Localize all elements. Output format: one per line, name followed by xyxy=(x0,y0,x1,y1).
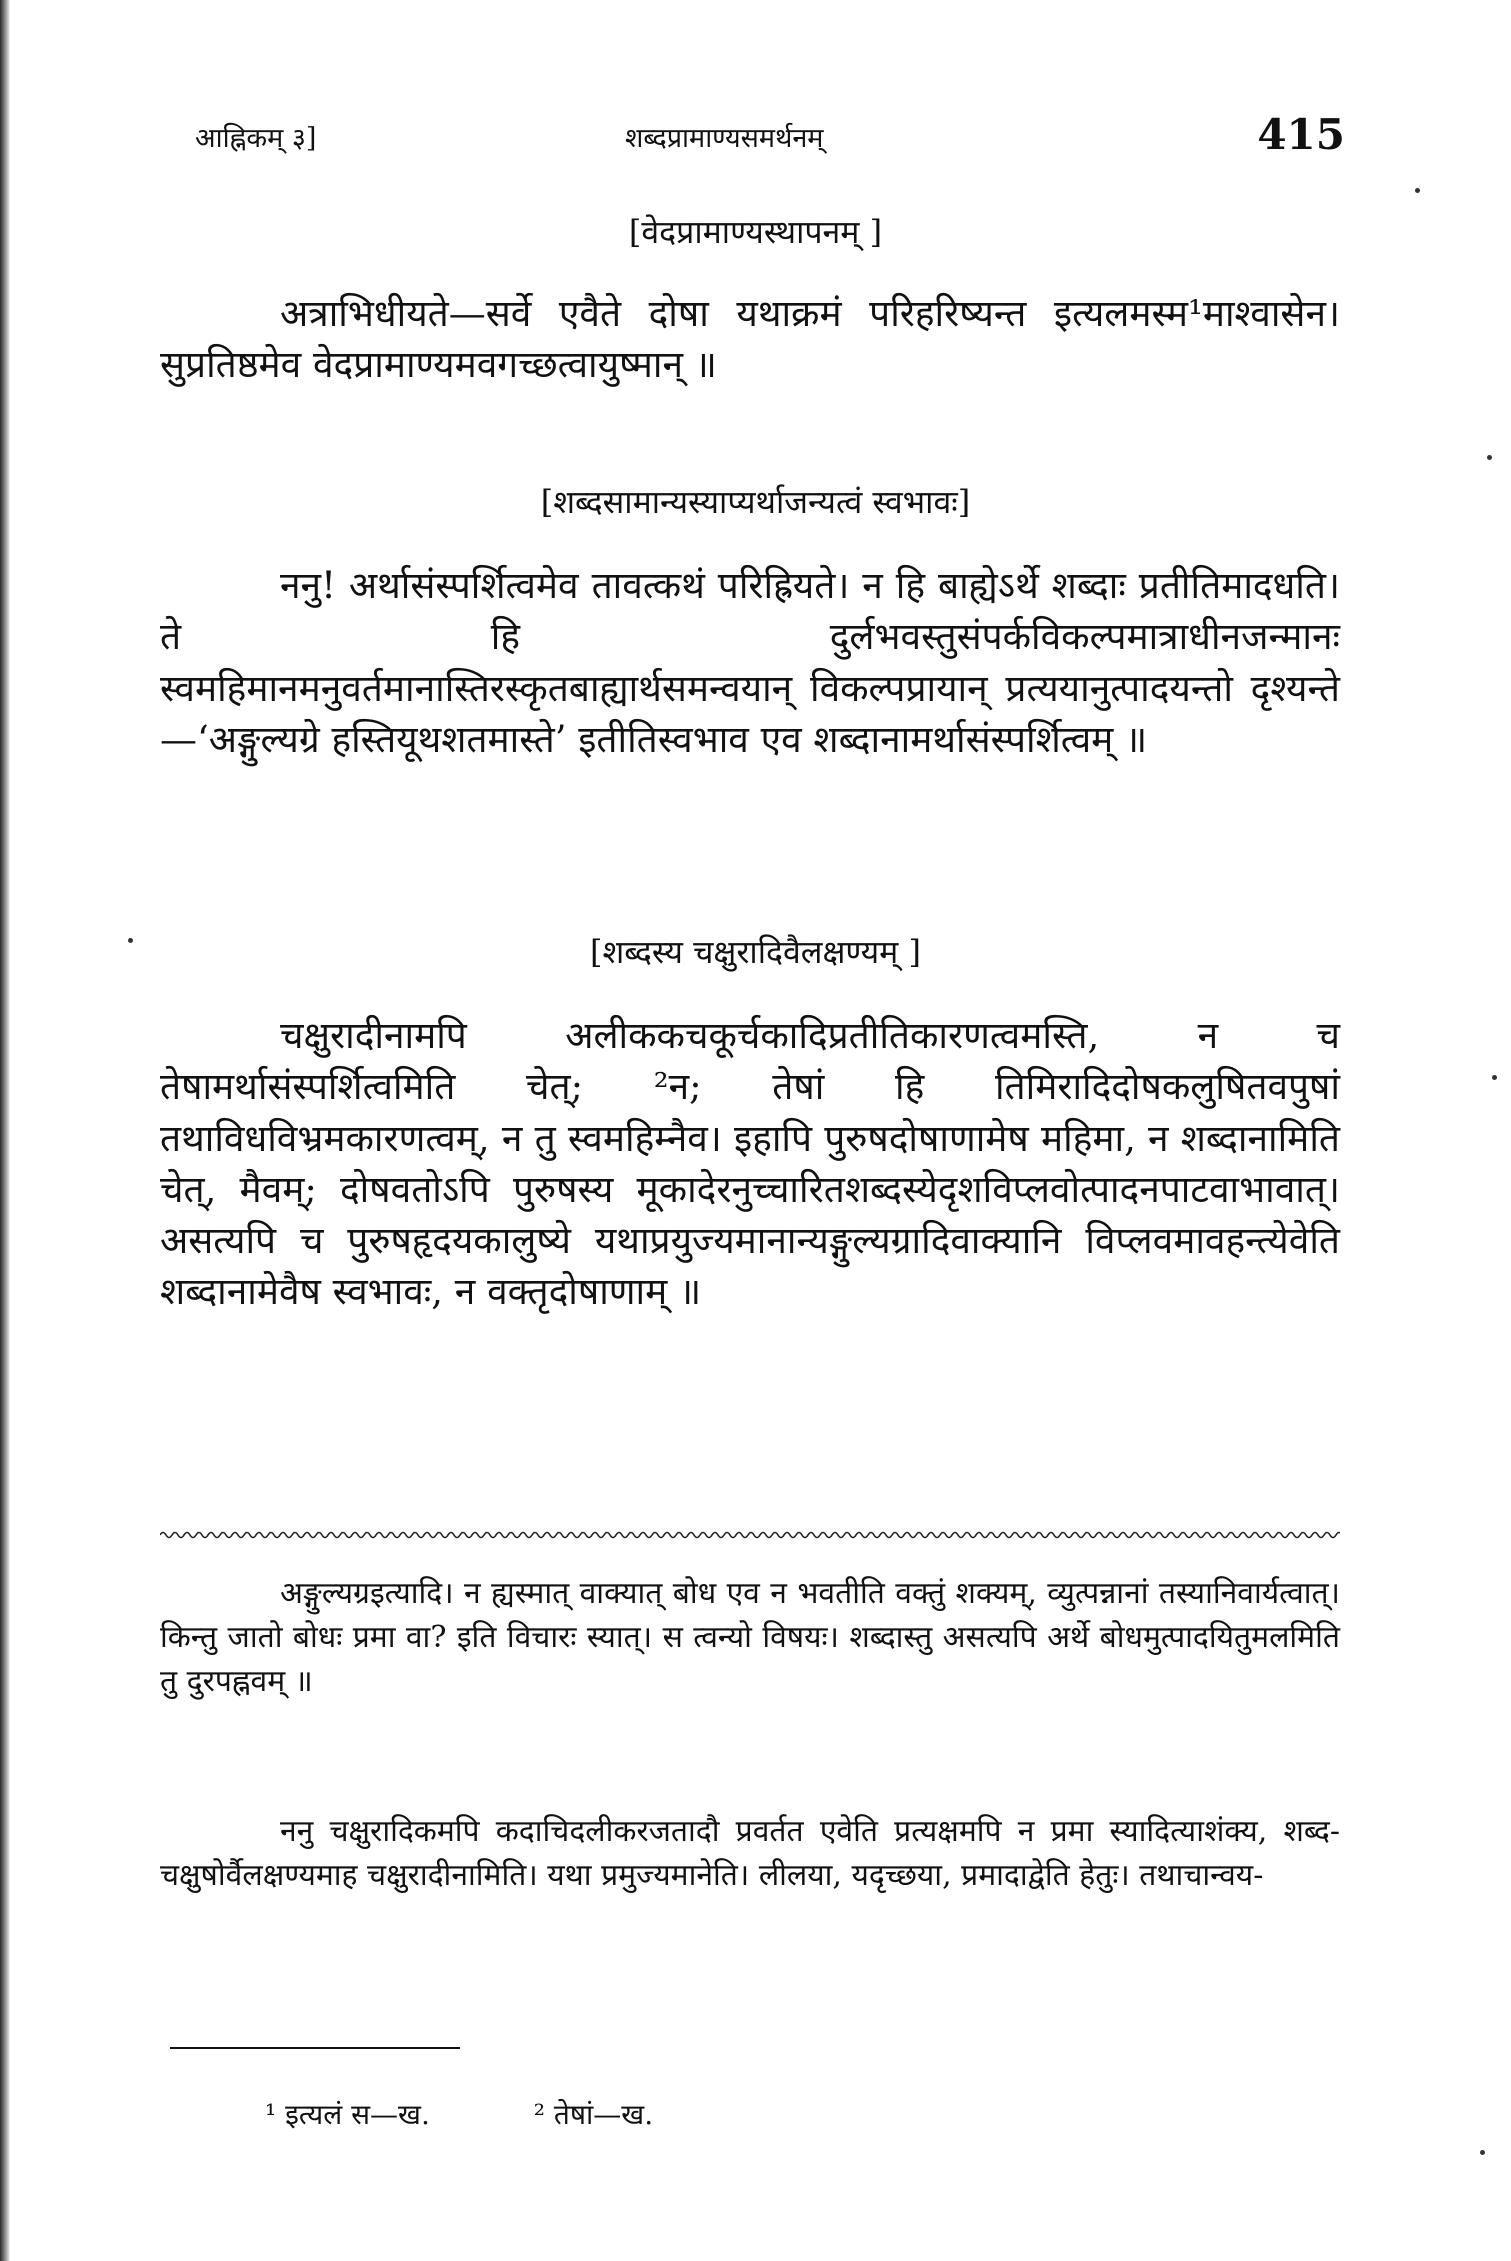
scan-speck xyxy=(1480,2150,1485,2155)
section-paragraph-3 xyxy=(160,1010,1340,1318)
section-paragraph-2-text: ननु! अर्थासंस्पर्शित्वमेव तावत्कथं परिह्रियते। न हि बाह्येऽर्थे शब्दाः प्रतीतिमादधति। ते हि दुर्लभवस्तुसंपर्कविकल्पमात्राधीनजन्मानः स्वमहिमानमनुवर्तमानास्तिरस्कृतबाह्यार्थसमन्वयान् विकल्पप्रायान् प्रत्ययानुत्पादयन्तो दृश्यन्ते—‘अङ्गुल्यग्रे हस्तियूथशतमास्ते’ इतीतिस्वभाव एव शब्दानामर्थासंस्पर्शित्वम् ॥ xyxy=(160,564,1340,761)
scan-speck xyxy=(1415,188,1420,193)
footnote-2: ² तेषां—ख. xyxy=(533,2098,654,2131)
scan-speck xyxy=(1492,1075,1497,1080)
scan-speck xyxy=(128,938,133,943)
running-head-chapter: आह्निकम् ३] xyxy=(195,123,317,154)
commentary-paragraph-1 xyxy=(160,1572,1340,1704)
running-head-title: शब्दप्रामाण्यसमर्थनम् xyxy=(625,123,824,154)
section-heading-3: [शब्दस्य चक्षुरादिवैलक्षण्यम् ] xyxy=(590,933,921,971)
scan-edge-shadow xyxy=(0,0,10,2261)
commentary-paragraph-2 xyxy=(160,1810,1340,1898)
page-number: 415 xyxy=(1257,110,1345,159)
section-paragraph-1 xyxy=(160,288,1340,391)
commentary-paragraph-1-text: अङ्गुल्यग्रइत्यादि। न ह्यस्मात् वाक्यात् बोध एव न भवतीति वक्तुं शक्यम्, व्युत्पन्नानां तस्यानिवार्यत्वात्। किन्तु जातो बोधः प्रमा वा? इति विचारः स्यात्। स त्वन्यो विषयः। शब्दास्तु असत्यपि अर्थे बोधमुत्पादयितुमलमिति तु दुरपह्नवम् ॥ xyxy=(160,1576,1340,1699)
section-paragraph-3-text: चक्षुरादीनामपि अलीककचकूर्चकादिप्रतीतिकारणत्वमस्ति, न च तेषामर्थासंस्पर्शित्वमिति चेत्; ²न; तेषां हि तिमिरादिदोषकलुषितवपुषां तथाविधविभ्रमकारणत्वम्, न तु स्वमहिम्नैव। इहापि पुरुषदोषाणामेष महिमा, न शब्दानामिति चेत्, मैवम्; दोषवतोऽपि पुरुषस्य मूकादेरनुच्चारितशब्दस्येदृशविप्लवोत्पादनपाटवाभावात्। असत्यपि च पुरुषहृदयकालुष्ये यथाप्रयुज्यमानान्यङ्गुल्यग्रादिवाक्यानि विप्लवमावहन्त्येवेति शब्दानामेवैष स्वभावः, न वक्तृदोषाणाम् ॥ xyxy=(160,1014,1340,1314)
scan-speck xyxy=(1487,455,1492,460)
section-heading-2: [शब्दसामान्यस्याप्यर्थाजन्यत्वं स्वभावः] xyxy=(540,483,971,521)
commentary-paragraph-2-text: ननु चक्षुरादिकमपि कदाचिदलीकरजतादौ प्रवर्तत एवेति प्रत्यक्षमपि न प्रमा स्यादित्याशंक्य, शब्द-चक्षुषोर्वैलक्षण्यमाह चक्षुरादीनामिति। यथा प्रमुज्यमानेति। लीलया, यदृच्छया, प्रमादाद्वेति हेतुः। तथाचान्वय- xyxy=(160,1814,1340,1893)
footnote-rule xyxy=(170,2047,460,2049)
section-paragraph-1-text: अत्राभिधीयते—सर्वे एवैते दोषा यथाक्रमं परिहरिष्यन्त इत्यलमस्म¹माश्वासेन। सुप्रतिष्ठमेव वेदप्रामाण्यमवगच्छत्वायुष्मान् ॥ xyxy=(160,292,1340,387)
running-head xyxy=(195,110,1345,170)
footnotes xyxy=(265,2095,653,2133)
wavy-divider xyxy=(160,1527,1340,1543)
section-paragraph-2 xyxy=(160,560,1340,765)
section-heading-1: [वेदप्रामाण्यस्थापनम् ] xyxy=(628,213,883,251)
footnote-1: ¹ इत्यलं स—ख. xyxy=(265,2098,430,2131)
